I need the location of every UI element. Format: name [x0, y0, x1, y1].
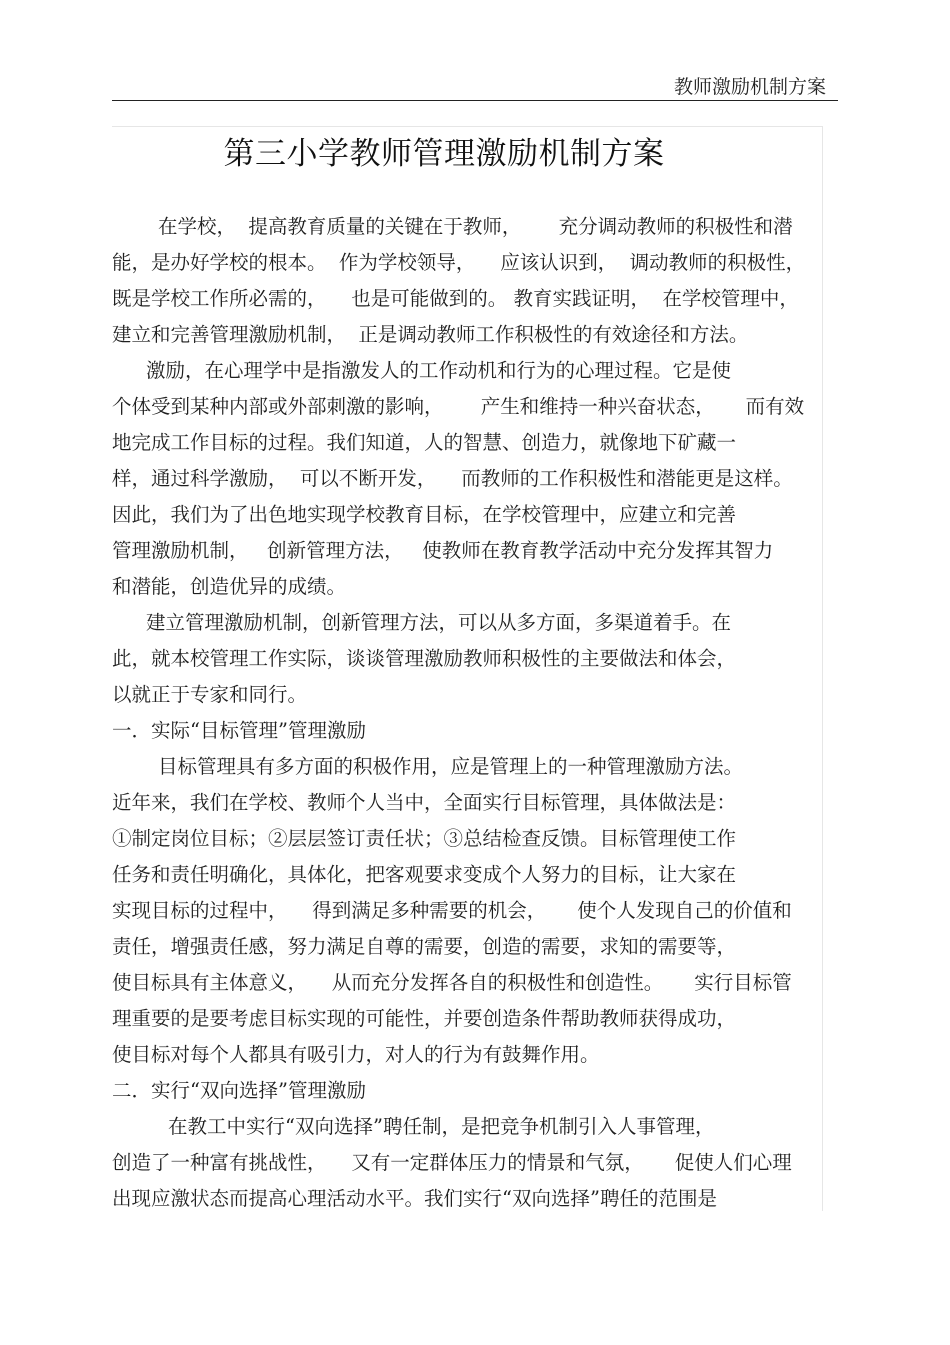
- text-line: 在教工中实行“双向选择”聘任制，是把竞争机制引入人事管理，: [168, 1115, 715, 1138]
- text-line: 以就正于专家和同行。: [112, 683, 308, 706]
- text-line: 因此，我们为了出色地实现学校教育目标，在学校管理中，应建立和完善: [112, 503, 737, 526]
- running-header-title: 教师激励机制方案: [673, 76, 826, 98]
- document-title: 第三小学教师管理激励机制方案: [223, 136, 665, 172]
- text-line: 近年来，我们在学校、教师个人当中，全面实行目标管理，具体做法是：: [112, 791, 737, 814]
- text-line: 理重要的是要考虑目标实现的可能性，并要创造条件帮助教师获得成功，: [112, 1007, 737, 1030]
- text-line: 使目标具有主体意义， 从而充分发挥各自的积极性和创造性。 实行目标管: [112, 971, 792, 994]
- section-heading: 一．实际“目标管理”管理激励: [112, 719, 366, 742]
- text-line: 此，就本校管理工作实际，谈谈管理激励教师积极性的主要做法和体会，: [112, 647, 737, 670]
- text-line: 创造了一种富有挑战性， 又有一定群体压力的情景和气氛， 促使人们心理: [112, 1151, 792, 1174]
- text-line: 样，通过科学激励， 可以不断开发， 而教师的工作积极性和潜能更是这样。: [112, 467, 793, 490]
- text-line: 在学校， 提高教育质量的关键在于教师， 充分调动教师的积极性和潜: [158, 215, 793, 238]
- section-heading: 二．实行“双向选择”管理激励: [112, 1079, 366, 1102]
- text-line: 责任，增强责任感，努力满足自尊的需要，创造的需要，求知的需要等，: [112, 935, 737, 958]
- text-line: 个体受到某种内部或外部刺激的影响， 产生和维持一种兴奋状态， 而有效: [112, 395, 805, 418]
- text-line: 任务和责任明确化，具体化，把客观要求变成个人努力的目标，让大家在: [112, 863, 737, 886]
- text-line: 既是学校工作所必需的， 也是可能做到的。 教育实践证明， 在学校管理中，: [112, 287, 799, 310]
- text-line: 建立管理激励机制，创新管理方法，可以从多方面，多渠道着手。在: [146, 611, 732, 634]
- text-line: 目标管理具有多方面的积极作用，应是管理上的一种管理激励方法。: [158, 755, 744, 778]
- text-line: 出现应激状态而提高心理活动水平。我们实行“双向选择”聘任的范围是: [112, 1187, 717, 1210]
- text-line: ①制定岗位目标；②层层签订责任状；③总结检查反馈。目标管理使工作: [112, 827, 737, 850]
- text-line: 和潜能，创造优异的成绩。: [112, 575, 347, 598]
- text-line: 使目标对每个人都具有吸引力，对人的行为有鼓舞作用。: [112, 1043, 600, 1066]
- text-line: 地完成工作目标的过程。我们知道，人的智慧、创造力，就像地下矿藏一: [112, 431, 737, 454]
- text-line: 实现目标的过程中， 得到满足多种需要的机会， 使个人发现自己的价值和: [112, 899, 792, 922]
- text-line: 激励，在心理学中是指激发人的工作动机和行为的心理过程。它是使: [146, 359, 732, 382]
- text-line: 管理激励机制， 创新管理方法， 使教师在教育教学活动中充分发挥其智力: [112, 539, 774, 562]
- text-line: 建立和完善管理激励机制， 正是调动教师工作积极性的有效途径和方法。: [112, 323, 749, 346]
- running-header: [112, 68, 838, 101]
- text-line: 能，是办好学校的根本。 作为学校领导， 应该认识到， 调动教师的积极性，: [112, 251, 806, 274]
